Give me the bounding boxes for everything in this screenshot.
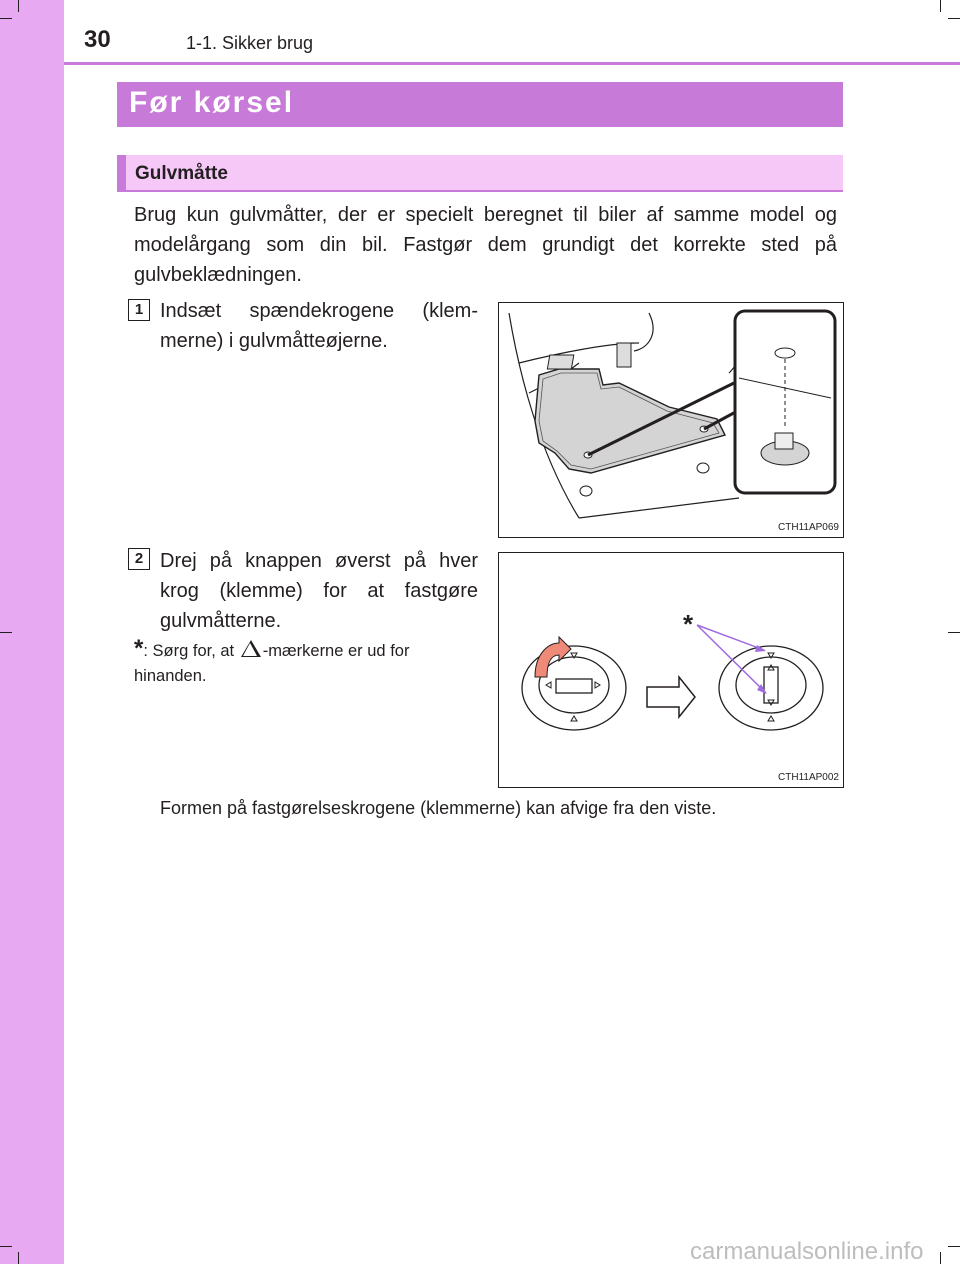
triangle-mark-icon: [241, 640, 261, 657]
step-text-1: Indsæt spændekrogene (klemmerne) i gulvmåtteøjerne.: [160, 300, 478, 352]
crop-mark: [0, 1246, 12, 1247]
step-text-2: Drej på knappen øverst på hver krog (klemme) for at fastgøre gulvmåtterne.: [160, 550, 478, 632]
page-number: 30: [84, 26, 111, 53]
figure-floor-mat-clips: [498, 302, 844, 538]
chapter-title: 1-1. Sikker brug: [186, 33, 314, 53]
note-text-before: Sørg for, at: [152, 642, 235, 660]
floor-mat-illustration: [499, 303, 843, 537]
crop-mark: [940, 0, 941, 12]
crop-mark: [18, 1252, 19, 1264]
crop-mark: [948, 632, 960, 633]
step-number-1: 1: [128, 299, 150, 321]
figure-code-1: CTH11AP069: [778, 522, 839, 533]
knob-rotation-illustration: [499, 553, 843, 787]
subsection-accent: [117, 155, 126, 192]
figure-code-2: CTH11AP002: [778, 772, 839, 783]
subsection-title: Gulvmåtte: [135, 163, 228, 184]
note: *: Sørg for, at -mærkerne er ud for hinanden.: [134, 635, 410, 685]
figure-star-marker: *: [683, 609, 694, 639]
intro-paragraph: Brug kun gulvmåtter, der er specielt beregnet til biler af samme model og modelårgang som din bil. Fastgør dem grundigt det korrekte sted på gulvbeklædningen.: [134, 204, 837, 286]
header-rule: [64, 62, 960, 65]
crop-mark: [0, 18, 12, 19]
watermark: carmanualsonline.info: [690, 1238, 924, 1265]
crop-mark: [18, 0, 19, 12]
figure-knob-rotation: [498, 552, 844, 788]
section-title: Før kørsel: [129, 86, 295, 119]
crop-mark: [948, 1246, 960, 1247]
note-text-after: -mærkerne er ud for hinanden.: [134, 642, 410, 685]
note-marker: *: [134, 635, 144, 662]
crop-mark: [948, 18, 960, 19]
step-number-2: 2: [128, 548, 150, 570]
crop-mark: [940, 1252, 941, 1264]
crop-mark: [0, 632, 12, 633]
footnote: Formen på fastgørelseskrogene (klemmerne) kan afvige fra den viste.: [160, 798, 717, 818]
